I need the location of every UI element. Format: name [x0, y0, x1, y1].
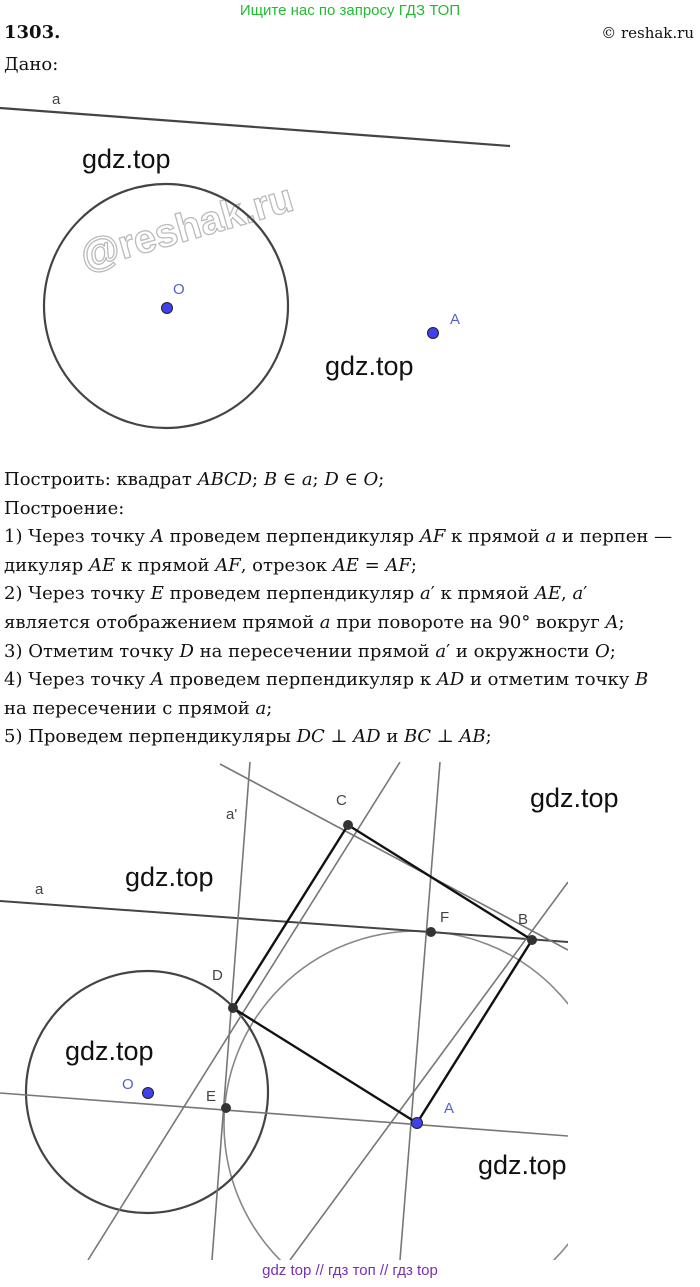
label-e: E — [206, 1088, 217, 1105]
point-e — [221, 1103, 231, 1113]
construction-figure — [0, 762, 700, 1260]
line-ae — [0, 1093, 568, 1136]
construction-text — [4, 466, 700, 752]
gdz-watermark: gdz.top — [82, 144, 171, 174]
label-b: B — [518, 911, 529, 928]
label-f: F — [440, 909, 450, 926]
line-a — [0, 901, 568, 942]
point-d — [228, 1003, 238, 1013]
line-af — [400, 762, 440, 1260]
gdz-watermark: gdz.top — [65, 1036, 154, 1066]
given-label: Дано: — [4, 54, 59, 75]
text-line: является отображением прямой 𝑎 при повороте на 90° вокруг 𝐴; — [4, 611, 625, 633]
point-a — [412, 1118, 423, 1129]
label-a-prime: a' — [226, 806, 238, 823]
label-a: a — [52, 91, 61, 108]
top-banner: Ищите нас по запросу ГДЗ ТОП — [239, 2, 461, 19]
label-point-a: A — [444, 1100, 455, 1117]
text-line: Построение: — [4, 497, 125, 519]
point-c — [343, 820, 353, 830]
text-line: Построить: квадрат 𝐴𝐵𝐶𝐷; 𝐵 ∈ 𝑎; 𝐷 ∈ 𝑂; — [4, 469, 385, 490]
text-line: 4) Через точку 𝐴 проведем перпендикуляр к 𝐴𝐷 и отметим точку 𝐵 — [4, 669, 649, 691]
label-o: O — [122, 1076, 134, 1093]
text-line: 2) Через точку 𝐸 проведем перпендикуляр 𝑎′ к прмяой 𝐴𝐸, 𝑎′ — [4, 583, 588, 605]
line-cb — [220, 764, 568, 950]
text-line: 3) Отметим точку 𝐷 на пересечении прямой 𝑎′ и окружности 𝑂; — [4, 640, 616, 662]
footer-banner: gdz top // гдз топ // гдз top — [262, 1262, 438, 1279]
point-o — [162, 303, 173, 314]
gdz-watermark: gdz.top — [125, 862, 214, 892]
problem-number: 1303. — [4, 22, 61, 43]
label-o: O — [173, 281, 185, 298]
text-line: 5) Проведем перпендикуляры 𝐷𝐶 ⊥ 𝐴𝐷 и 𝐵𝐶 ⊥ 𝐴𝐵; — [4, 726, 492, 748]
gdz-watermark: gdz.top — [325, 351, 414, 381]
label-point-a: A — [450, 311, 461, 328]
given-figure — [0, 80, 700, 465]
square-abcd — [233, 825, 532, 1123]
reshak-watermark: @reshak.ru — [75, 175, 299, 279]
point-o — [143, 1088, 154, 1099]
point-b — [527, 935, 537, 945]
gdz-watermark: gdz.top — [478, 1150, 567, 1180]
text-line: 1) Через точку 𝐴 проведем перпендикуляр 𝐴𝐹 к прямой 𝑎 и перпен — — [4, 526, 673, 548]
point-f — [426, 927, 436, 937]
site-credit: © reshak.ru — [601, 24, 694, 42]
text-line: на пересечении с прямой 𝑎; — [4, 697, 273, 719]
line-a — [0, 108, 510, 146]
helper-circle — [224, 931, 610, 1260]
point-a — [428, 328, 439, 339]
gdz-watermark: gdz.top — [530, 783, 619, 813]
label-a: a — [35, 881, 44, 898]
text-line: дикуляр 𝐴𝐸 к прямой 𝐴𝐹, отрезок 𝐴𝐸 = 𝐴𝐹; — [4, 554, 417, 576]
label-c: C — [336, 792, 347, 809]
label-d: D — [212, 967, 223, 984]
